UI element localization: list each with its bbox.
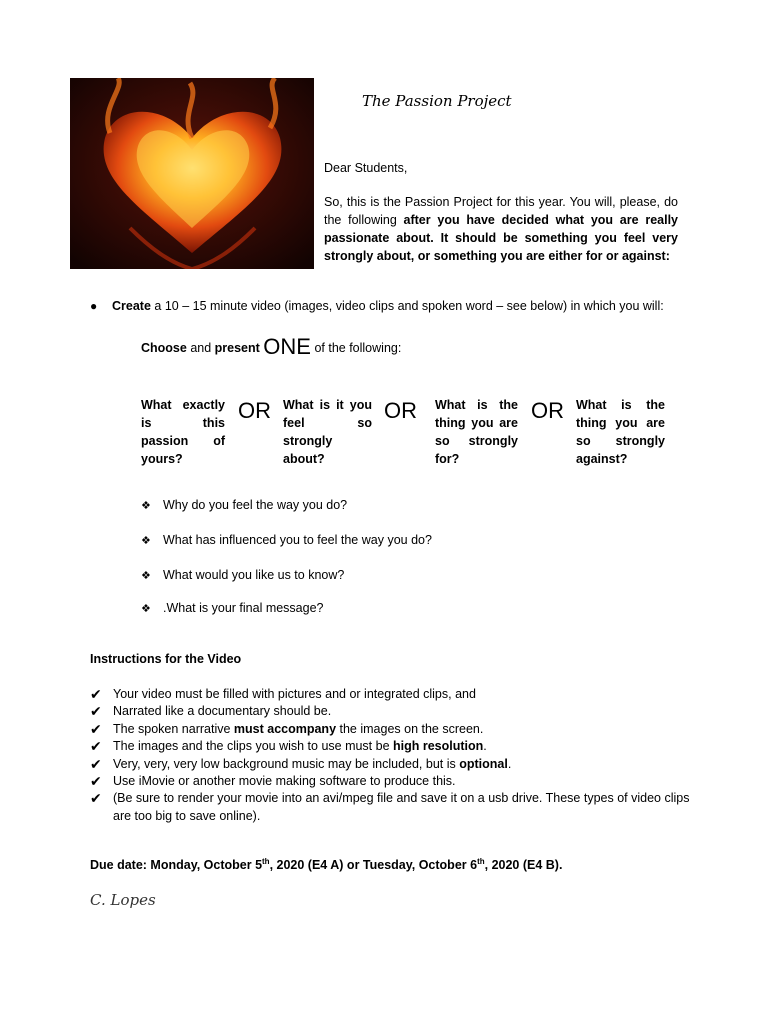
checklist-item	[90, 756, 690, 773]
present-word: present	[214, 341, 260, 355]
question-item	[141, 601, 324, 615]
main-bullet-rest: a 10 – 15 minute video (images, video clips and spoken word – see below) in which you will:	[150, 299, 664, 313]
intro-plain-text: So, this is the Passion Project for this year. You will, please, do the following	[324, 195, 678, 227]
checklist-item	[90, 721, 690, 738]
item-bold-text: high resolution	[393, 739, 484, 754]
option-2: What is it you feel so strongly about?	[283, 398, 372, 466]
choose-instruction	[141, 334, 401, 360]
greeting: Dear Students,	[324, 161, 408, 175]
main-bullet-text	[112, 299, 664, 313]
checkmark-icon: ✔	[90, 755, 102, 772]
diamond-bullet-icon: ❖	[141, 500, 151, 512]
item-text: (Be sure to render your movie into an avi/mpeg file and save it on a usb drive. These types of video clips are too big to save online).	[113, 791, 690, 823]
checklist-item	[90, 738, 690, 755]
question-text: .What is your final message?	[163, 601, 324, 615]
checkmark-icon: ✔	[90, 686, 102, 702]
item-text: The spoken narrative	[113, 721, 234, 736]
item-text: Use iMovie or another movie making software to produce this.	[113, 774, 456, 789]
checklist-item	[90, 773, 690, 790]
create-word: Create	[112, 299, 151, 313]
due-sup-1: th	[262, 857, 270, 866]
due-text-2: , 2020 (E4 A) or Tuesday, October 6	[269, 858, 478, 872]
question-item	[141, 498, 347, 512]
item-text-end: the images on the screen.	[336, 721, 484, 736]
diamond-bullet-icon: ❖	[141, 570, 151, 582]
option-4: What is the thing you are so strongly against?	[576, 398, 665, 466]
item-text: Your video must be filled with pictures and or integrated clips, and	[113, 687, 476, 701]
question-item	[141, 533, 432, 547]
item-text: Very, very, very low background music may be included, but is	[113, 756, 460, 771]
checkmark-icon: ✔	[90, 720, 102, 737]
item-bold-text: optional	[459, 756, 508, 771]
one-word: ONE	[263, 334, 311, 359]
or-separator: OR	[531, 398, 564, 423]
intro-paragraph	[324, 193, 678, 265]
checkmark-icon: ✔	[90, 773, 102, 790]
choose-word: Choose	[141, 341, 187, 355]
checklist-item	[90, 686, 690, 703]
question-item	[141, 568, 344, 582]
diamond-bullet-icon: ❖	[141, 603, 151, 615]
item-text-end: .	[507, 756, 512, 771]
instructions-checklist	[90, 686, 690, 825]
question-text: Why do you feel the way you do?	[163, 498, 348, 512]
checkmark-icon: ✔	[90, 738, 102, 755]
question-text: What would you like us to know?	[163, 568, 345, 582]
checkmark-icon: ✔	[90, 703, 102, 720]
signature: C. Lopes	[90, 891, 156, 909]
checklist-item	[90, 703, 690, 720]
checklist-item	[90, 790, 690, 825]
or-separator: OR	[384, 398, 417, 423]
bullet-icon: ●	[90, 299, 98, 313]
or-separator: OR	[238, 398, 271, 423]
option-1: What exactly is this passion of yours?	[141, 398, 225, 466]
diamond-bullet-icon: ❖	[141, 535, 151, 547]
page-title: The Passion Project	[362, 92, 512, 110]
checkmark-icon: ✔	[90, 790, 102, 807]
option-3: What is the thing you are so strongly for?	[435, 398, 518, 466]
due-date	[90, 857, 562, 872]
item-text: Narrated like a documentary should be.	[113, 704, 332, 719]
due-text-3: , 2020 (E4 B).	[484, 858, 563, 872]
choose-and: and	[186, 341, 215, 355]
intro-bold-text: after you have decided what you are really passionate about. It should be something you feel very strongly about, or something you are either for or against:	[324, 213, 678, 263]
question-text: What has influenced you to feel the way you do?	[163, 533, 432, 547]
item-text-end: .	[483, 739, 487, 754]
due-text-1: Due date: Monday, October 5	[90, 858, 263, 872]
instructions-heading: Instructions for the Video	[90, 652, 242, 666]
flaming-heart-image	[70, 78, 314, 269]
choose-rest: of the following:	[310, 341, 402, 355]
item-text: The images and the clips you wish to use must be	[113, 739, 394, 754]
due-sup-2: th	[477, 857, 485, 866]
item-bold-text: must accompany	[233, 721, 337, 736]
